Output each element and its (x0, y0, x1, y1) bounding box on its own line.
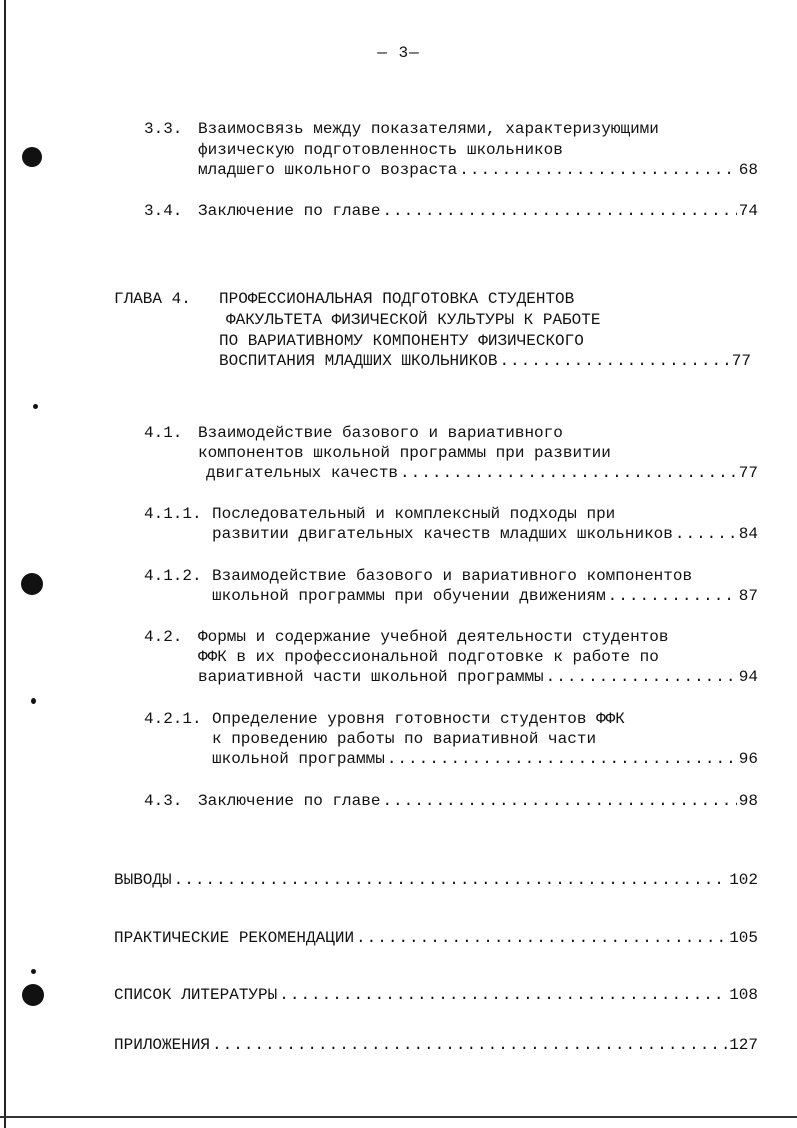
punch-hole (33, 404, 38, 409)
toc-entry-4-3-title: Заключение по главе (198, 792, 381, 810)
toc-entry-4-2-leader (198, 667, 758, 687)
toc-entry-4-3-page: 98 (738, 792, 758, 810)
dot-leader (608, 586, 737, 606)
punch-hole (21, 573, 43, 595)
toc-entry-4-2-1-leader (212, 749, 758, 769)
page-number: — 3— (377, 44, 420, 62)
chapter-4-title: ВОСПИТАНИЯ МЛАДШИХ ШКОЛЬНИКОВ (219, 352, 498, 370)
scan-bottom-edge (0, 1116, 797, 1118)
toc-entry-4-1-page: 77 (738, 464, 758, 482)
toc-entry-4-1-2-title: школьной программы при обучении движениям (212, 587, 606, 605)
toc-entry-references (114, 985, 758, 1005)
toc-entry-4-1-title: двигательных качеств (206, 464, 399, 482)
toc-entry-references-page: 108 (729, 986, 758, 1004)
toc-entry-conclusions-title: ВЫВОДЫ (114, 871, 172, 889)
toc-entry-4-1-2-leader (212, 586, 758, 606)
punch-hole (22, 147, 42, 167)
chapter-4-page: 77 (731, 352, 751, 370)
dot-leader (382, 791, 736, 811)
chapter-4-leader (219, 351, 751, 371)
toc-entry-4-1-1-number: 4.1.1. (144, 505, 202, 523)
toc-entry-recommendations-title: ПРАКТИЧЕСКИЕ РЕКОМЕНДАЦИИ (114, 929, 355, 947)
toc-entry-4-2-1-number: 4.2.1. (144, 710, 202, 728)
toc-entry-appendices (114, 1035, 758, 1055)
toc-entry-appendices-page: 127 (729, 1036, 758, 1054)
toc-entry-4-2-page: 94 (738, 668, 758, 686)
toc-entry-4-1-title: компонентов школьной программы при развитии (198, 444, 611, 462)
dot-leader (387, 749, 737, 769)
toc-entry-3-4-number: 3.4. (144, 202, 183, 220)
toc-entry-4-3-leader (198, 791, 758, 811)
dot-leader (356, 928, 727, 948)
toc-entry-4-2-1-page: 96 (738, 750, 758, 768)
toc-entry-conclusions (114, 870, 758, 890)
toc-entry-3-3-title: младшего школьного возраста (198, 161, 458, 179)
toc-entry-4-1-1-leader (212, 524, 758, 544)
toc-entry-4-1-1-title: Последовательный и комплексный подходы при (212, 505, 616, 523)
toc-entry-4-1-number: 4.1. (144, 424, 183, 442)
toc-entry-conclusions-page: 102 (729, 871, 758, 889)
dot-leader (174, 870, 728, 890)
chapter-4-title: ПО ВАРИАТИВНОМУ КОМПОНЕНТУ ФИЗИЧЕСКОГО (219, 332, 584, 350)
toc-entry-4-2-title: вариативной части школьной программы (198, 668, 544, 686)
punch-hole (31, 698, 36, 704)
toc-entry-4-1-2-title: Взаимодействие базового и вариативного компонентов (212, 567, 693, 585)
toc-entry-4-1-leader (206, 463, 758, 483)
toc-entry-4-1-2-number: 4.1.2. (144, 567, 202, 585)
toc-entry-4-1-1-title: развитии двигательных качеств младших школьников (212, 525, 673, 543)
toc-entry-recommendations (114, 928, 758, 948)
toc-entry-4-2-1-title: к проведению работы по вариативной части (212, 730, 597, 748)
chapter-4-label: ГЛАВА 4. (114, 290, 191, 308)
toc-entry-appendices-title: ПРИЛОЖЕНИЯ (114, 1036, 211, 1054)
toc-entry-3-3-title: Взаимосвязь между показателями, характеризующими (198, 120, 659, 138)
dot-leader (400, 463, 737, 483)
toc-entry-3-4-leader (198, 201, 758, 221)
dot-leader (675, 524, 737, 544)
toc-entry-4-2-1-title: школьной программы (212, 750, 385, 768)
dot-leader (459, 160, 737, 180)
toc-entry-3-3-number: 3.3. (144, 120, 183, 138)
toc-entry-4-2-1-title: Определение уровня готовности студентов ФФК (212, 710, 625, 728)
toc-entry-4-1-2-page: 87 (738, 587, 758, 605)
toc-entry-3-3-page: 68 (738, 161, 758, 179)
punch-hole (31, 969, 36, 974)
chapter-4-title: ФАКУЛЬТЕТА ФИЗИЧЕСКОЙ КУЛЬТУРЫ К РАБОТЕ (226, 311, 601, 329)
toc-entry-references-title: СПИСОК ЛИТЕРАТУРЫ (114, 986, 278, 1004)
toc-entry-4-1-title: Взаимодействие базового и вариативного (198, 424, 563, 442)
toc-entry-recommendations-page: 105 (729, 929, 758, 947)
dot-leader (382, 201, 736, 221)
scan-left-edge (4, 0, 6, 1128)
punch-hole (22, 984, 44, 1006)
toc-entry-4-2-title: ФФК в их профессиональной подготовке к работе по (198, 648, 659, 666)
dot-leader (212, 1035, 727, 1055)
toc-entry-3-3-title: физическую подготовленность школьников (198, 141, 563, 159)
dot-leader (279, 985, 727, 1005)
toc-entry-3-4-title: Заключение по главе (198, 202, 381, 220)
toc-entry-3-3-leader (198, 160, 758, 180)
toc-entry-4-2-title: Формы и содержание учебной деятельности студентов (198, 628, 669, 646)
dot-leader (546, 667, 737, 687)
toc-entry-4-2-number: 4.2. (144, 628, 183, 646)
chapter-4-title: ПРОФЕССИОНАЛЬНАЯ ПОДГОТОВКА СТУДЕНТОВ (219, 290, 575, 308)
toc-entry-4-3-number: 4.3. (144, 792, 183, 810)
toc-entry-3-4-page: 74 (738, 202, 758, 220)
toc-entry-4-1-1-page: 84 (738, 525, 758, 543)
dot-leader (499, 351, 729, 371)
